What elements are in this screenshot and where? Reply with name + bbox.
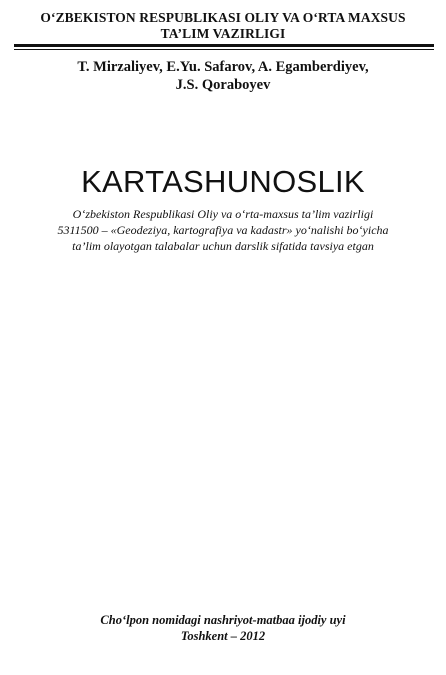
authors-line-1: T. Mirzaliyev, E.Yu. Safarov, A. Egamberdiyev,: [77, 59, 369, 75]
publisher-line-2: Toshkent – 2012: [180, 629, 266, 643]
approval-line-2: 5311500 – «Geodeziya, kartografiya va kadastr» yo‘nalishi bo‘yicha: [57, 223, 389, 237]
publisher-imprint: [0, 612, 446, 644]
approval-statement: [0, 206, 446, 254]
ministry-line-1: O‘ZBEKISTON RESPUBLIKASI OLIY VA O‘RTA MAXSUS: [40, 10, 406, 25]
approval-line-1: O‘zbekiston Respublikasi Oliy va o‘rta-maxsus ta’lim vazirligi: [72, 207, 374, 221]
authors-line-2: J.S. Qoraboyev: [175, 77, 271, 93]
publisher-line-1: Cho‘lpon nomidagi nashriyot-matbaa ijodiy uyi: [100, 613, 346, 627]
book-title: KARTASHUNOSLIK: [81, 163, 365, 199]
header-rule-thin: [14, 49, 434, 50]
ministry-heading: [0, 10, 446, 42]
header-rule-thick: [14, 44, 434, 47]
approval-line-3: ta’lim olayotgan talabalar uchun darslik sifatida tavsiya etgan: [72, 239, 374, 253]
authors-block: [0, 58, 446, 94]
ministry-line-2: TA’LIM VAZIRLIGI: [160, 26, 286, 41]
